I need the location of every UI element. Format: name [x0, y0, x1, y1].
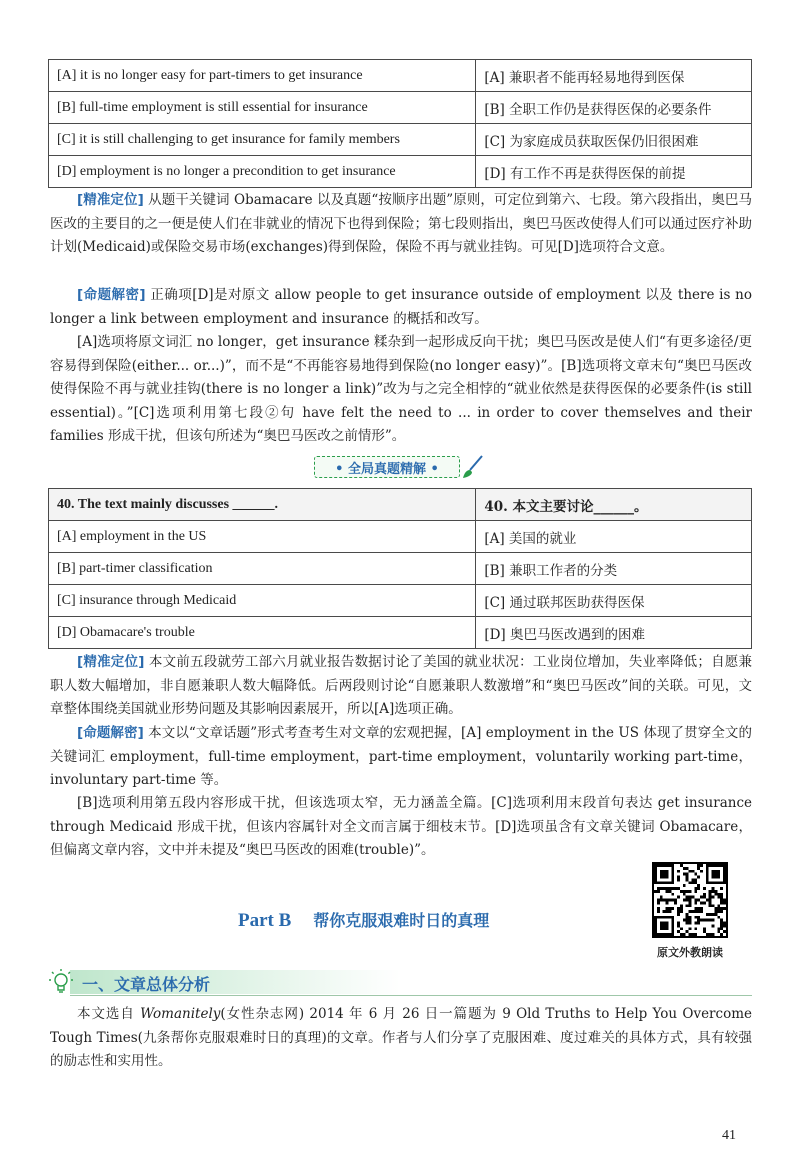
- qr-code-icon[interactable]: [652, 862, 728, 938]
- q40-option-zh: [C] 通过联邦医助获得医保: [476, 585, 752, 617]
- analysis-1-position: [50, 189, 752, 260]
- q39-option-zh: [A] 兼职者不能再轻易地得到医保: [476, 60, 752, 92]
- brush-icon: [460, 454, 486, 480]
- q39-option-en: [A] it is no longer easy for part-timers to get insurance: [49, 60, 476, 92]
- q40-option-en: [A] employment in the US: [49, 521, 476, 553]
- analysis-2-position: [50, 651, 752, 722]
- part-b-heading: [238, 908, 489, 932]
- tag-decode: [命题解密]: [77, 287, 146, 303]
- part-b-label: Part B: [238, 910, 292, 931]
- section-underline: [70, 995, 752, 996]
- question-header-row: [49, 489, 752, 521]
- question-en: 40. The text mainly discusses ______.: [49, 489, 476, 521]
- q39-option-row: [49, 124, 752, 156]
- q40-option-row: [49, 617, 752, 649]
- options-table-q40: [48, 488, 752, 649]
- qr-caption: 原文外教朗读: [657, 946, 723, 959]
- analysis-2-decode: [50, 722, 752, 793]
- q40-option-row: [49, 553, 752, 585]
- analysis-2-position-text: 本文前五段就劳工部六月就业报告数据讨论了美国的就业状况：工业岗位增加，失业率降低；自愿兼职人数大幅增加，非自愿兼职人数大幅降低。后两段则讨论“自愿兼职人数激增”和“奥巴马医改”间的关联。可见，文章整体围绕美国就业形势问题及其影响因素展开，所以[A]选项正确。: [50, 654, 752, 717]
- page-number: 41: [722, 1128, 736, 1143]
- question-zh: 40. 本文主要讨论______。: [476, 489, 752, 521]
- analysis-2-distractors-text: [B]选项利用第五段内容形成干扰，但该选项太窄，无力涵盖全篇。[C]选项利用末段首句表达 get insurance through Medicaid 形成干扰，但该内容属针对全文而言属于细枝末节。[D]选项虽含有文章关键词 Obamacare，但偏离文章内容，文中并未提及“奥巴马医改的困难(trouble)”。: [50, 795, 752, 858]
- tag-position-2: [精准定位]: [77, 654, 145, 670]
- overview-source: Womanitely: [140, 1006, 221, 1022]
- overview-prefix: 本文选自: [77, 1006, 141, 1022]
- q39-option-row: [49, 92, 752, 124]
- section-heading: [48, 966, 752, 996]
- q39-option-en: [B] full-time employment is still essential for insurance: [49, 92, 476, 124]
- q39-option-en: [C] it is still challenging to get insurance for family members: [49, 124, 476, 156]
- tag-position: [精准定位]: [77, 192, 144, 208]
- q40-option-row: [49, 521, 752, 553]
- analysis-1-position-text: 从题干关键词 Obamacare 以及真题“按顺序出题”原则，可定位到第六、七段。第六段指出，奥巴马医改的主要目的之一便是使人们在非就业的情况下也得到保险；第七段则指出，奥巴马医改使得人们可以通过医疗补助计划(Medicaid)或保险交易市场(exchanges)得到保险，保险不再与就业挂钩。可见[D]选项符合文意。: [50, 192, 752, 255]
- analysis-2-decode-text: 本文以“文章话题”形式考查考生对文章的宏观把握，[A] employment in the US 体现了贯穿全文的关键词汇 employment，full-time employment，part-time employment，voluntarily working part-time，involuntary part-time 等。: [50, 725, 752, 788]
- part-b-title: 帮你克服艰难时日的真理: [313, 911, 490, 930]
- q40-option-row: [49, 585, 752, 617]
- q39-option-row: [49, 60, 752, 92]
- q40-option-en: [C] insurance through Medicaid: [49, 585, 476, 617]
- section-title: 一、文章总体分析: [82, 975, 211, 994]
- q40-option-en: [D] Obamacare's trouble: [49, 617, 476, 649]
- q39-option-row: [49, 156, 752, 188]
- q40-option-zh: [A] 美国的就业: [476, 521, 752, 553]
- overview-rest: (女性杂志网) 2014 年 6 月 26 日一篇题为 9 Old Truths to Help You Overcome Tough Times(九条帮你克服艰难时日的真理)的文章。作者与人们分享了克服困难、度过难关的具体方式，具有较强的励志性和实用性。: [50, 1006, 752, 1069]
- q40-option-en: [B] part-timer classification: [49, 553, 476, 585]
- overview-paragraph: [50, 1003, 752, 1074]
- section-banner: [314, 454, 486, 480]
- analysis-2-distractors: [50, 792, 752, 863]
- q39-option-zh: [D] 有工作不再是获得医保的前提: [476, 156, 752, 188]
- analysis-1-distractors-text: [A]选项将原文词汇 no longer，get insurance 糅杂到一起形成反向干扰；奥巴马医改是使人们“有更多途径/更容易得到保险(either... or...)”，而不是“不再能容易地得到保险(no longer easy)”。[B]选项将文章末句“奥巴马医改使得保险不再与就业挂钩(there is no longer a link)”改为与之完全相悖的“就业依然是获得医保的必要条件(is still essential)。”[C]选项利用第七段②句 have felt the need to ... in order to cover themselves and their families 形成干扰，但该句所述为“奥巴马医改之前情形”。: [50, 334, 752, 444]
- q39-option-zh: [B] 全职工作仍是获得医保的必要条件: [476, 92, 752, 124]
- analysis-1-distractors: [50, 331, 752, 449]
- q39-option-en: [D] employment is no longer a precondition to get insurance: [49, 156, 476, 188]
- lightbulb-icon: [48, 967, 74, 995]
- analysis-1-decode-text: 正确项[D]是对原文 allow people to get insurance outside of employment 以及 there is no longer a link between employment and insurance 的概括和改写。: [50, 287, 752, 327]
- q40-option-zh: [B] 兼职工作者的分类: [476, 553, 752, 585]
- banner-label: • 全局真题精解 •: [314, 456, 460, 478]
- q39-option-zh: [C] 为家庭成员获取医保仍旧很困难: [476, 124, 752, 156]
- options-table-q39: [48, 59, 752, 188]
- q40-option-zh: [D] 奥巴马医改遇到的困难: [476, 617, 752, 649]
- analysis-1-decode: [50, 284, 752, 331]
- tag-decode-2: [命题解密]: [77, 725, 144, 741]
